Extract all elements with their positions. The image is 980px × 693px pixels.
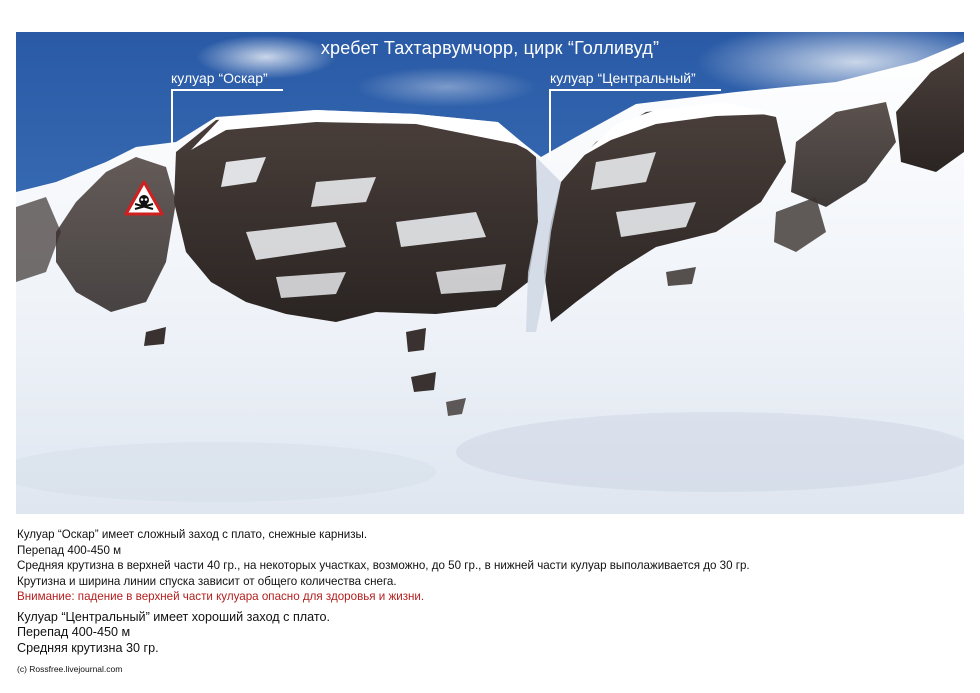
cloud [356, 67, 536, 107]
credit: (c) Rossfree.livejournal.com [17, 664, 123, 674]
mountain-scene [16, 32, 964, 514]
snow-shadow [456, 412, 964, 492]
warning-text: Внимание: падение в верхней части кулуара опасно для здоровья и жизни. [17, 590, 425, 603]
note-line: Крутизна и ширина линии спуска зависит от общего количества снега. [17, 574, 397, 588]
label-oskar: кулуар “Оскар” [171, 70, 268, 86]
note-line: Перепад 400-450 м [17, 543, 122, 557]
note-line: Кулуар “Оскар” имеет сложный заход с плато, снежные карнизы. [17, 528, 368, 541]
pointer-line [549, 89, 721, 91]
photo-title: хребет Тахтарвумчорр, цирк “Голливуд” [320, 38, 660, 58]
pointer-line [171, 89, 283, 91]
description-notes [17, 527, 967, 674]
note-line: Средняя крутизна в верхней части 40 гр., на некоторых участках, возможно, до 50 гр., в нижней части кулуар выполаживается до 30 гр. [17, 559, 750, 572]
label-central: кулуар “Центральный” [550, 70, 696, 86]
note-line: Перепад 400-450 м [17, 625, 131, 639]
note-line: Кулуар “Центральный” имеет хороший заход с плато. [17, 609, 330, 624]
pointer-line [171, 89, 173, 147]
rock-small [406, 328, 426, 352]
pointer-line [549, 89, 551, 157]
note-line: Средняя крутизна 30 гр. [17, 640, 159, 655]
skull-warning-icon [124, 180, 164, 216]
mountain-photo [16, 32, 964, 514]
snow-shadow [16, 442, 436, 502]
